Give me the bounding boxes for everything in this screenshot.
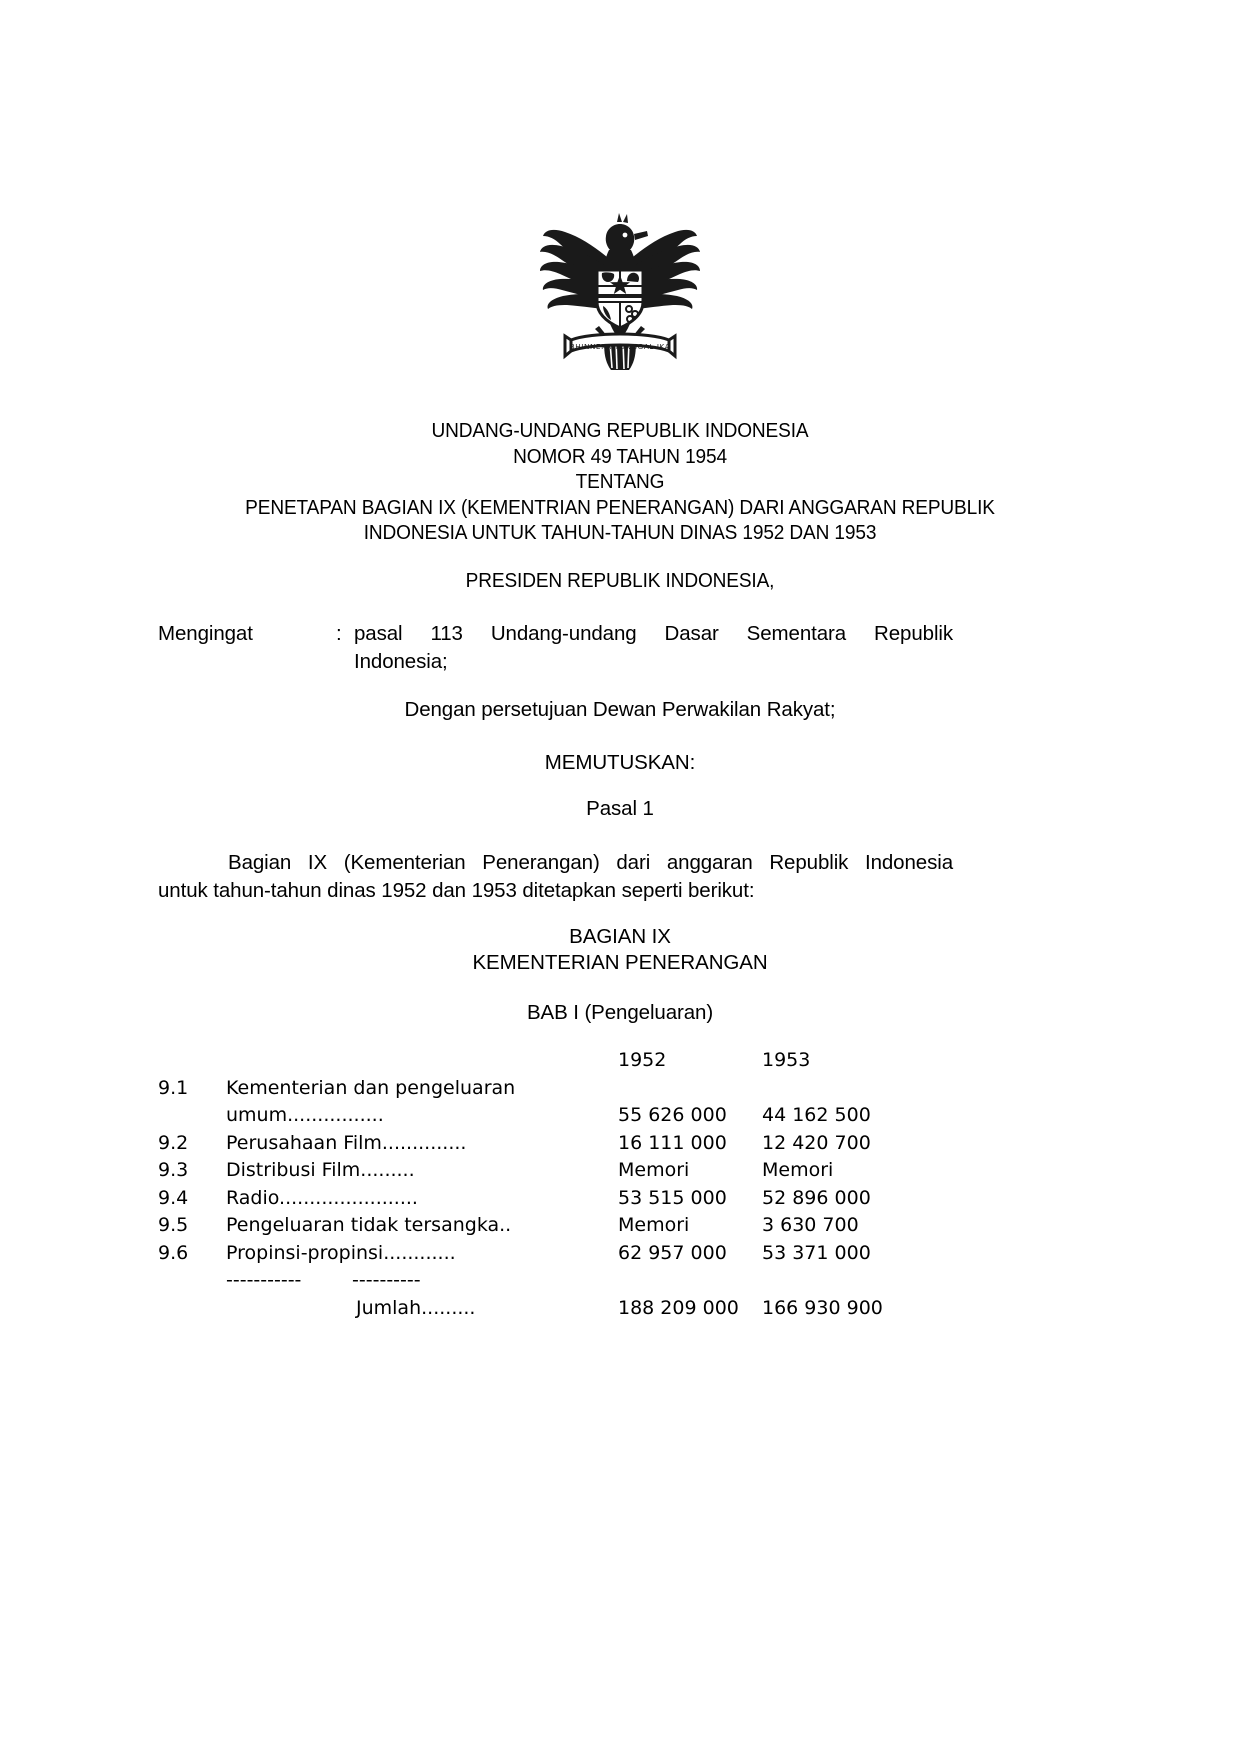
row-label: Propinsi-propinsi............	[226, 1241, 456, 1264]
title-line-5: INDONESIA UNTUK TAHUN-TAHUN DINAS 1952 DAN 1953	[363, 521, 877, 545]
row-label: Radio.......................	[226, 1186, 418, 1209]
body-paragraph-line-1: Bagian IX (Kementerian Penerangan) dari anggaran Republik Indonesia	[228, 851, 953, 874]
pasal-heading: Pasal 1	[586, 797, 654, 820]
bagian-section-heading	[155, 924, 1085, 976]
row-value-1953: 52 896 000	[762, 1186, 871, 1209]
bab-section-heading: BAB I (Pengeluaran)	[526, 1001, 714, 1024]
row-value-1952: Memori	[618, 1214, 690, 1236]
body-paragraph	[158, 849, 953, 905]
mengingat-label: Mengingat	[158, 622, 253, 645]
row-label-continued: umum................	[226, 1104, 384, 1126]
table-row-continued	[158, 1102, 1058, 1130]
row-label: Perusahaan Film..............	[226, 1131, 467, 1154]
mengingat-text	[354, 620, 953, 676]
rule-segment-1952: -----------	[226, 1269, 302, 1291]
row-label: Distribusi Film.........	[226, 1159, 415, 1181]
row-code: 9.4	[158, 1186, 189, 1209]
row-code: 9.3	[158, 1159, 189, 1181]
row-value-1953: 3 630 700	[762, 1214, 859, 1236]
row-code: 9.2	[158, 1131, 189, 1154]
row-value-1952: 62 957 000	[618, 1241, 727, 1264]
mengingat-block	[158, 620, 953, 676]
presiden-heading: PRESIDEN REPUBLIK INDONESIA,	[465, 569, 775, 592]
header-year-1953: 1953	[762, 1049, 811, 1071]
row-value-1953: 12 420 700	[762, 1131, 871, 1154]
title-line-2: NOMOR 49 TAHUN 1954	[513, 444, 727, 468]
row-value-1952: 53 515 000	[618, 1186, 727, 1209]
document-title-block	[188, 418, 1053, 546]
budget-table	[158, 1047, 1058, 1322]
table-header-row	[158, 1047, 1058, 1075]
row-value-1953: Memori	[762, 1159, 834, 1181]
mengingat-text-line-2: Indonesia;	[354, 650, 448, 673]
row-value-1952: 55 626 000	[618, 1104, 727, 1126]
total-value-1953: 166 930 900	[762, 1296, 883, 1319]
row-code: 9.5	[158, 1214, 189, 1236]
table-row	[158, 1130, 1058, 1158]
table-row	[158, 1185, 1058, 1213]
row-code: 9.6	[158, 1241, 189, 1264]
garuda-pancasila-emblem	[535, 210, 705, 385]
table-row	[158, 1240, 1058, 1268]
row-value-1953: 44 162 500	[762, 1104, 871, 1126]
title-line-4: PENETAPAN BAGIAN IX (KEMENTRIAN PENERANGAN) DARI ANGGARAN REPUBLIK	[245, 495, 995, 519]
total-value-1952: 188 209 000	[618, 1296, 739, 1319]
table-rule-row	[158, 1267, 1058, 1295]
memutuskan-heading: MEMUTUSKAN:	[544, 751, 696, 774]
row-label: Kementerian dan pengeluaran	[226, 1076, 516, 1099]
kementerian-line: KEMENTERIAN PENERANGAN	[472, 951, 768, 974]
title-line-3: TENTANG	[575, 470, 665, 494]
rule-segment-1953: ----------	[352, 1269, 421, 1291]
header-year-1952: 1952	[618, 1049, 667, 1071]
emblem-container	[0, 210, 1240, 385]
row-code: 9.1	[158, 1076, 189, 1099]
row-value-1952: Memori	[618, 1159, 690, 1181]
table-total-row	[158, 1295, 1058, 1323]
bagian-line: BAGIAN IX	[569, 925, 671, 948]
table-row	[158, 1075, 1058, 1103]
mengingat-row	[158, 620, 953, 676]
row-value-1952: 16 111 000	[618, 1131, 727, 1154]
rule-segments	[226, 1267, 618, 1295]
dengan-persetujuan-line: Dengan persetujuan Dewan Perwakilan Rakyat;	[404, 698, 836, 721]
total-label: Jumlah.........	[356, 1296, 476, 1319]
table-row	[158, 1212, 1058, 1240]
row-label: Pengeluaran tidak tersangka..	[226, 1214, 512, 1236]
row-value-1953: 53 371 000	[762, 1241, 871, 1264]
body-paragraph-line-2: untuk tahun-tahun dinas 1952 dan 1953 ditetapkan seperti berikut:	[158, 879, 755, 902]
table-row	[158, 1157, 1058, 1185]
mengingat-colon: :	[336, 622, 342, 645]
mengingat-text-line-1: pasal 113 Undang-undang Dasar Sementara Republik	[354, 622, 953, 645]
title-line-1: UNDANG-UNDANG REPUBLIK INDONESIA	[431, 419, 809, 442]
emblem-motto-text: BHINNEKA TUNGGAL IKA	[569, 342, 671, 351]
